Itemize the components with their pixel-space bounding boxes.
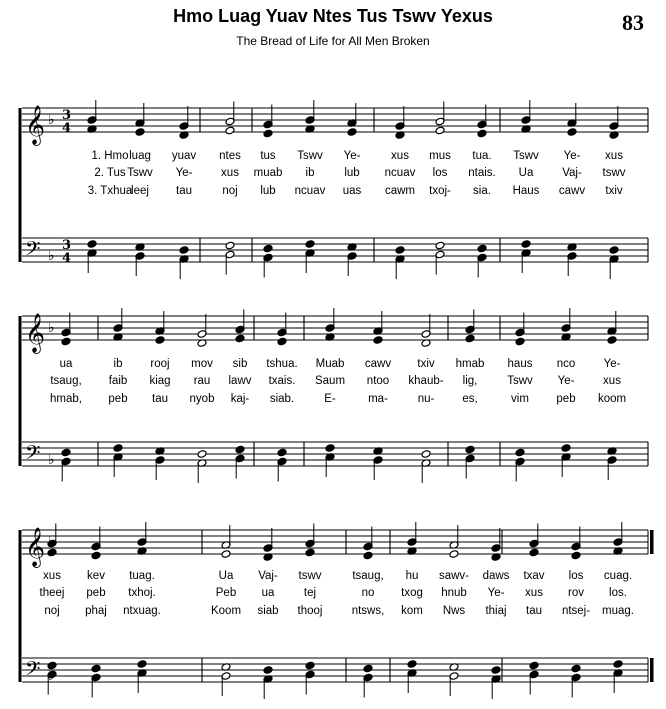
lyric-syllable: Tswv [507,375,533,387]
lyric-syllable: nu- [417,393,435,405]
lyric-syllable: vim [511,393,529,405]
lyric-syllable: tsaug, [50,375,82,387]
clef-icon: 𝄞 [25,105,46,145]
lyric-syllable: khaub- [408,375,444,387]
note-head [363,664,373,673]
note-head [515,448,525,457]
lyric-syllable: peb [108,393,128,405]
note-head [373,336,383,345]
lyric-syllable: ntxuag. [123,605,161,617]
lyric-syllable: txoj- [429,185,451,197]
lyric-syllable: xus [525,587,543,599]
hymn-title: Hmo Luag Yuav Ntes Tus Tswv Yexus [173,6,493,26]
lyric-syllable: muag. [602,605,634,617]
lyric-syllable: rooj [150,358,170,370]
lyric-syllable: ua [59,358,73,370]
note-head [435,126,445,135]
clef-icon: 𝄢 [25,657,41,685]
lyric-syllable: kiag [149,375,171,387]
lyric-syllable: lub [344,167,360,179]
lyric-syllable: tswv [602,167,626,179]
lyric-syllable: ntsws, [351,605,385,617]
note-head [91,664,101,673]
note-head [235,445,245,454]
lyric-syllable: hu [405,570,419,582]
lyric-syllable: txog [401,587,423,599]
lyric-syllable: luag [129,150,151,162]
lyric-syllable: noj [44,605,60,617]
lyric-syllable: Tswv [127,167,153,179]
lyric-syllable: Peb [215,587,237,599]
lyric-syllable: txais. [268,375,296,387]
note-head [421,450,431,459]
lyric-syllable: ncuav [384,167,416,179]
lyric-syllable: Muab [315,358,345,370]
clef-icon: 𝄞 [25,527,46,567]
lyric-syllable: xus [605,150,623,162]
lyric-syllable: tsaug, [352,570,384,582]
note-head [515,337,525,346]
lyric-syllable: ncuav [294,185,326,197]
note-head [263,129,273,138]
note-head [491,666,501,675]
note-head [87,240,97,249]
note-head [529,661,539,670]
note-head [263,244,273,253]
lyric-syllable: ma- [368,393,388,405]
lyric-syllable: hmab, [50,393,82,405]
note-head [277,448,287,457]
note-head [179,246,189,255]
lyric-syllable: 2. Tus [94,167,126,179]
lyric-syllable: xus [391,150,409,162]
note-head [567,128,577,137]
note-head [521,240,531,249]
note-head [477,129,487,138]
lyric-syllable: yuav [171,150,197,162]
lyric-syllable: sia. [473,185,491,197]
note-head [561,444,571,453]
note-head [613,660,623,669]
note-head [571,664,581,673]
lyric-syllable: txav [523,570,545,582]
lyric-syllable: daws [482,570,510,582]
note-head [395,246,405,255]
lyric-syllable: Ua [518,167,534,179]
lyric-syllable: muab [253,167,283,179]
lyric-syllable: uas [342,185,362,197]
lyric-syllable: Saum [314,375,346,387]
lyric-syllable: ib [305,167,315,179]
lyric-syllable: peb [556,393,576,405]
lyric-syllable: Vaj- [562,167,582,179]
lyric-syllable: haus [507,358,533,370]
note-head [137,660,147,669]
lyric-syllable: koom [597,393,627,405]
lyric-syllable: txhoj. [128,587,156,599]
lyric-syllable: siab [257,605,279,617]
lyric-syllable: Koom [210,605,242,617]
lyric-syllable: Ye- [557,375,575,387]
lyric-syllable: rau [193,375,211,387]
note-head [61,337,71,346]
lyric-syllable: Haus [512,185,540,197]
lyric-syllable: kaj- [230,393,250,405]
note-head [47,661,57,670]
lyric-syllable: Ua [218,570,234,582]
note-head [113,444,123,453]
lyric-syllable: 3. Txhua [87,185,133,197]
clef-icon: 𝄢 [25,441,41,469]
lyric-syllable: siab. [269,393,295,405]
lyric-syllable: rov [568,587,584,599]
time-signature-top: 3 [62,108,72,123]
lyric-syllable: lig, [462,375,478,387]
lyric-syllable: xus [221,167,239,179]
note-head [325,444,335,453]
note-head [529,548,539,557]
flat-icon: ♭ [48,112,55,128]
lyric-syllable: txiv [417,358,435,370]
lyric-syllable: nco [556,358,576,370]
lyric-syllable: tau [152,393,168,405]
lyric-syllable: ib [113,358,123,370]
lyric-syllable: ntais. [468,167,496,179]
lyric-syllable: peb [86,587,106,599]
lyric-syllable: cawv [558,185,586,197]
time-signature-bottom: 4 [62,251,72,266]
note-head [235,334,245,343]
lyric-syllable: theej [39,587,65,599]
note-head [305,661,315,670]
lyric-syllable: xus [43,570,61,582]
lyric-syllable: Ye- [563,150,581,162]
lyric-syllable: Ye- [487,587,505,599]
note-head [347,128,357,137]
lyric-syllable: cawv [364,358,392,370]
lyric-syllable: noj [222,185,238,197]
lyric-syllable: lub [260,185,276,197]
lyric-syllable: los [432,167,448,179]
note-head [363,551,373,560]
note-head [225,241,235,250]
lyric-syllable: 1. Hmo [91,150,129,162]
note-head [449,550,459,559]
note-head [263,666,273,675]
lyric-syllable: sawv- [438,570,470,582]
lyric-syllable: tua. [472,150,492,162]
lyric-syllable: es, [462,393,478,405]
clef-icon: 𝄢 [25,237,41,265]
lyric-syllable: leej [131,185,149,197]
lyric-syllable: nyob [189,393,215,405]
lyric-syllable: kev [87,570,105,582]
note-head [305,548,315,557]
lyric-syllable: tau [176,185,192,197]
lyric-syllable: mov [191,358,213,370]
note-head [221,550,231,559]
lyric-syllable: Tswv [297,150,323,162]
lyric-syllable: hnub [441,587,467,599]
lyric-syllable: tshua. [266,358,298,370]
hymn-number: 83 [622,10,644,35]
note-head [571,551,581,560]
lyric-syllable: mus [429,150,451,162]
lyric-syllable: xus [603,375,621,387]
lyric-syllable: tau [526,605,542,617]
lyric-syllable: cuag. [603,570,633,582]
lyric-syllable: txiv [605,185,623,197]
lyric-syllable: thooj [297,605,323,617]
note-head [465,334,475,343]
lyric-syllable: E- [324,393,336,405]
note-head [135,128,145,137]
note-head [407,660,417,669]
clef-icon: 𝄞 [25,313,46,353]
note-head [197,450,207,459]
lyric-syllable: los [568,570,584,582]
lyric-syllable: ua [261,587,275,599]
note-head [607,336,617,345]
note-head [435,241,445,250]
lyric-syllable: lawv [228,375,252,387]
final-barline [650,530,654,554]
note-head [465,445,475,454]
lyric-syllable: tej [303,587,317,599]
note-head [305,240,315,249]
lyric-syllable: phaj [85,605,107,617]
lyric-syllable: los. [609,587,627,599]
lyric-syllable: cawm [384,185,416,197]
lyric-syllable: Vaj- [258,570,278,582]
lyric-syllable: tus [260,150,276,162]
lyric-syllable: Ye- [175,167,193,179]
lyric-syllable: Ye- [603,358,621,370]
lyric-syllable: tswv [298,570,322,582]
note-head [155,336,165,345]
lyric-syllable: faib [108,375,128,387]
note-head [91,551,101,560]
lyric-syllable: ntoo [366,375,390,387]
lyric-syllable: Tswv [513,150,539,162]
lyric-syllable: tuag. [129,570,155,582]
note-head [609,246,619,255]
lyric-syllable: ntes [219,150,241,162]
flat-icon: ♭ [48,248,55,264]
flat-icon: ♭ [48,320,55,336]
lyric-syllable: kom [401,605,423,617]
time-signature-top: 3 [62,238,72,253]
lyric-syllable: no [361,587,375,599]
lyric-syllable: Ye- [343,150,361,162]
lyric-syllable: ntsej- [561,605,591,617]
time-signature-bottom: 4 [62,121,72,136]
note-head [277,337,287,346]
note-head [61,448,71,457]
lyric-syllable: sib [232,358,248,370]
note-head [225,126,235,135]
hymn-subtitle: The Bread of Life for All Men Broken [236,34,430,48]
lyric-syllable: hmab [455,358,485,370]
lyric-syllable: thiaj [485,605,507,617]
final-barline [650,658,654,682]
flat-icon: ♭ [48,452,55,468]
note-head [477,244,487,253]
lyric-syllable: Nws [442,605,466,617]
